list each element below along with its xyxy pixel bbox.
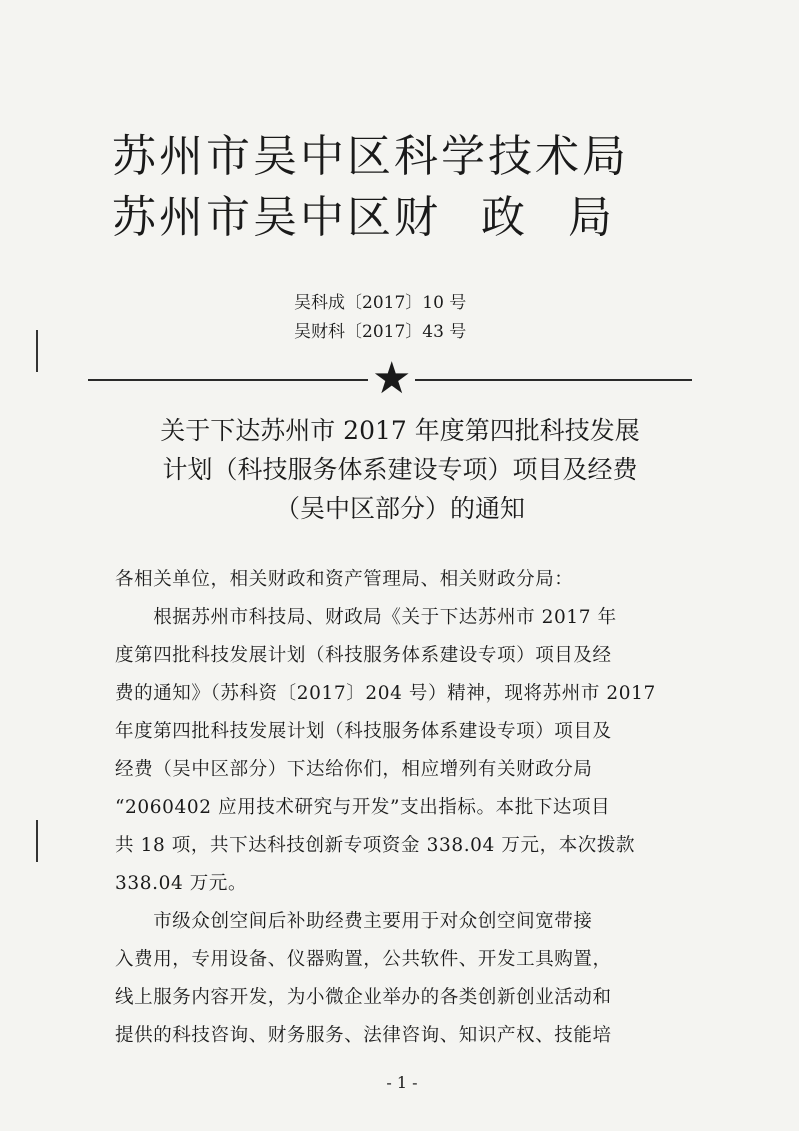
issuer-finance-bureau <box>112 192 672 243</box>
body-line: 经费（吴中区部分）下达给你们，相应增列有关财政分局 <box>115 759 593 780</box>
star-icon: ★ <box>368 357 415 401</box>
notice-title-line-2: 计划（科技服务体系建设专项）项目及经费 <box>162 455 638 484</box>
body-line: “2060402 应用技术研究与开发”支出指标。本批下达项目 <box>115 797 611 818</box>
body-line: 费的通知》（苏科资〔2017〕204 号）精神，现将苏州市 2017 <box>115 683 656 704</box>
body-line: 338.04 万元。 <box>115 873 248 894</box>
body-line: 提供的科技咨询、财务服务、法律咨询、知识产权、技能培 <box>115 1025 612 1046</box>
page-number: - 1 - <box>386 1073 418 1092</box>
notice-title-line-3: （吴中区部分）的通知 <box>274 494 525 523</box>
document-number-science: 吴科成〔2017〕10 号 <box>294 293 467 313</box>
body-line: 根据苏州市科技局、财政局《关于下达苏州市 2017 年 <box>115 607 617 628</box>
document-number-finance: 吴财科〔2017〕43 号 <box>294 322 467 342</box>
binding-mark-bottom <box>36 820 38 862</box>
body-line: 入费用，专用设备、仪器购置，公共软件、开发工具购置， <box>115 949 612 970</box>
issuer-science-bureau: 苏州市吴中区科学技术局 <box>112 131 629 182</box>
notice-title-line-1: 关于下达苏州市 2017 年度第四批科技发展 <box>160 416 640 445</box>
issuer-finance-part-1: 苏州市吴中区财 <box>112 192 441 243</box>
binding-mark-top <box>36 330 38 372</box>
issuer-finance-part-3: 局 <box>568 192 615 243</box>
body-line: 共 18 项，共下达科技创新专项资金 338.04 万元，本次拨款 <box>115 835 636 856</box>
body-line: 线上服务内容开发，为小微企业举办的各类创新创业活动和 <box>115 987 612 1008</box>
salutation: 各相关单位，相关财政和资产管理局、相关财政分局： <box>115 569 574 590</box>
body-line: 年度第四批科技发展计划（科技服务体系建设专项）项目及 <box>115 721 612 742</box>
body-line: 市级众创空间后补助经费主要用于对众创空间宽带接 <box>115 911 593 932</box>
body-line: 度第四批科技发展计划（科技服务体系建设专项）项目及经 <box>115 645 612 666</box>
issuer-finance-part-2: 政 <box>481 192 528 243</box>
